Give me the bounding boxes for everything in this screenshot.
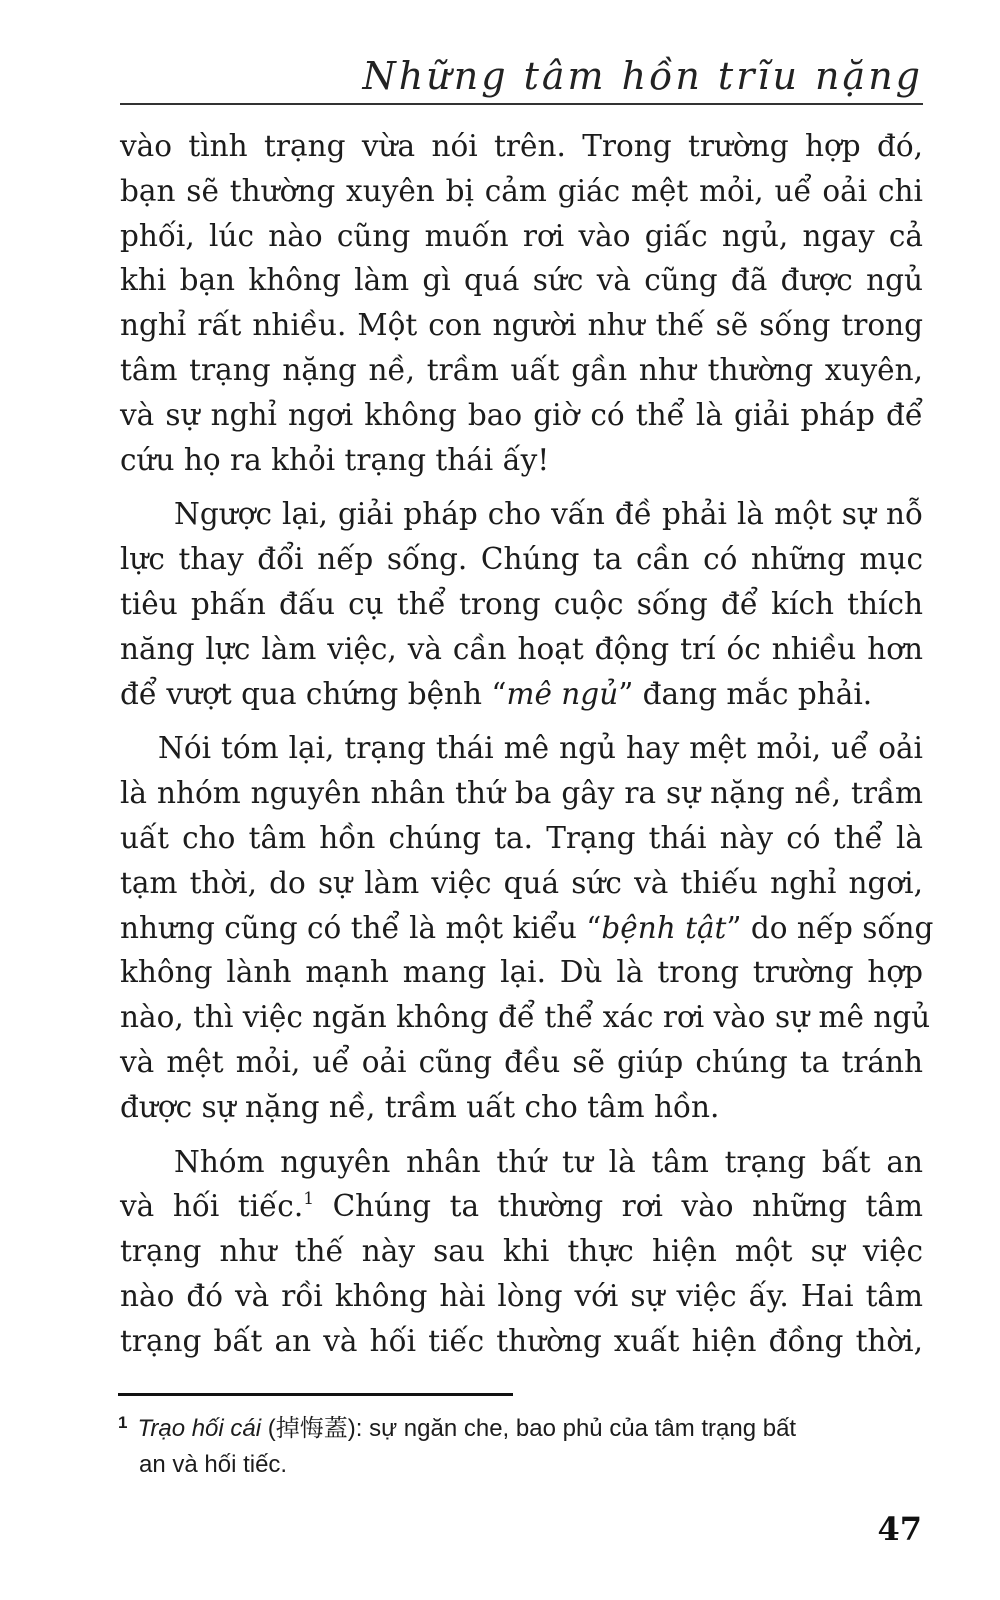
text-line: Ngược lại, giải pháp cho vấn đề phải là một sự nỗ — [174, 497, 923, 532]
text-run: để vượt qua chứng bệnh “ — [120, 676, 507, 711]
text-line: được sự nặng nề, trầm uất cho tâm hồn. — [120, 1089, 720, 1124]
text-line: và sự nghỉ ngơi không bao giờ có thể là giải pháp để — [120, 397, 923, 432]
footnote-term: Trạo hối cái — [137, 1415, 262, 1442]
footnote-hanzi: (掉悔蓋) — [261, 1415, 356, 1442]
text-run: nhưng cũng có thể là một kiểu “ — [120, 910, 602, 945]
text-line: cứu họ ra khỏi trạng thái ấy! — [120, 442, 550, 477]
text-line: vào tình trạng vừa nói trên. Trong trường hợp đó, — [120, 129, 923, 163]
paragraph-gap — [120, 716, 923, 726]
text-line: tâm trạng nặng nề, trầm uất gần như thường xuyên, — [120, 352, 923, 387]
footnote-rule — [118, 1393, 513, 1396]
text-line: Nhóm nguyên nhân thứ tư là tâm trạng bất an — [174, 1144, 923, 1179]
text-run: ” đang mắc phải. — [618, 676, 873, 711]
text-run: ” do nếp sống — [726, 910, 934, 945]
text-line: nào, thì việc ngăn không để thể xác rơi vào sự mê ngủ — [120, 1000, 931, 1035]
text-line: tiêu phấn đấu cụ thể trong cuộc sống để kích thích — [120, 586, 923, 621]
text-line: và mệt mỏi, uể oải cũng đều sẽ giúp chúng ta tránh — [120, 1044, 923, 1079]
header-rule — [120, 103, 923, 105]
text-line: trạng như thế này sau khi thực hiện một sự việc — [120, 1234, 923, 1269]
text-run: và hối tiếc. — [120, 1189, 304, 1224]
text-line: khi bạn không làm gì quá sức và cũng đã được ngủ — [120, 263, 923, 298]
text-line — [120, 906, 934, 951]
text-line: uất cho tâm hồn chúng ta. Trạng thái này có thể là — [120, 820, 923, 855]
text-line: năng lực làm việc, và cần hoạt động trí óc nhiều hơn — [120, 631, 923, 666]
text-line: phối, lúc nào cũng muốn rơi vào giấc ngủ, ngay cả — [120, 218, 923, 253]
text-line — [120, 672, 923, 717]
italic-term: mê ngủ — [506, 676, 619, 711]
text-line: nghỉ rất nhiều. Một con người như thế sẽ sống trong — [120, 308, 923, 343]
paragraph-gap — [120, 482, 923, 492]
text-line: lực thay đổi nếp sống. Chúng ta cần có những mục — [120, 542, 923, 577]
text-line: là nhóm nguyên nhân thứ ba gây ra sự nặng nề, trầm — [120, 776, 923, 811]
text-line: không lành mạnh mang lại. Dù là trong trường hợp — [120, 955, 923, 990]
running-head: Những tâm hồn trĩu nặng — [362, 54, 923, 98]
text-line: tạm thời, do sự làm việc quá sức và thiếu nghỉ ngơi, — [120, 865, 923, 900]
footnote — [118, 1405, 923, 1483]
body-text — [120, 124, 934, 1364]
italic-term: bệnh tật — [601, 910, 727, 945]
text-line — [120, 1184, 923, 1229]
footnote-marker: 1 — [118, 1413, 128, 1432]
text-line: bạn sẽ thường xuyên bị cảm giác mệt mỏi, uể oải chi — [120, 173, 923, 208]
text-line: Nói tóm lại, trạng thái mê ngủ hay mệt mỏi, uể oải — [158, 731, 923, 766]
text-line: trạng bất an và hối tiếc thường xuất hiện đồng thời, — [120, 1323, 923, 1358]
text-run: Chúng ta thường rơi vào những tâm — [314, 1189, 923, 1224]
page-number: 47 — [877, 1510, 922, 1548]
footnote-reference[interactable]: 1 — [303, 1189, 315, 1210]
paragraph-gap — [120, 1130, 923, 1140]
footnote-text: : sự ngăn che, bao phủ của tâm trạng bất — [355, 1415, 797, 1442]
footnote-text-continued: an và hối tiếc. — [139, 1451, 288, 1478]
text-line: nào đó và rồi không hài lòng với sự việc ấy. Hai tâm — [120, 1278, 923, 1313]
